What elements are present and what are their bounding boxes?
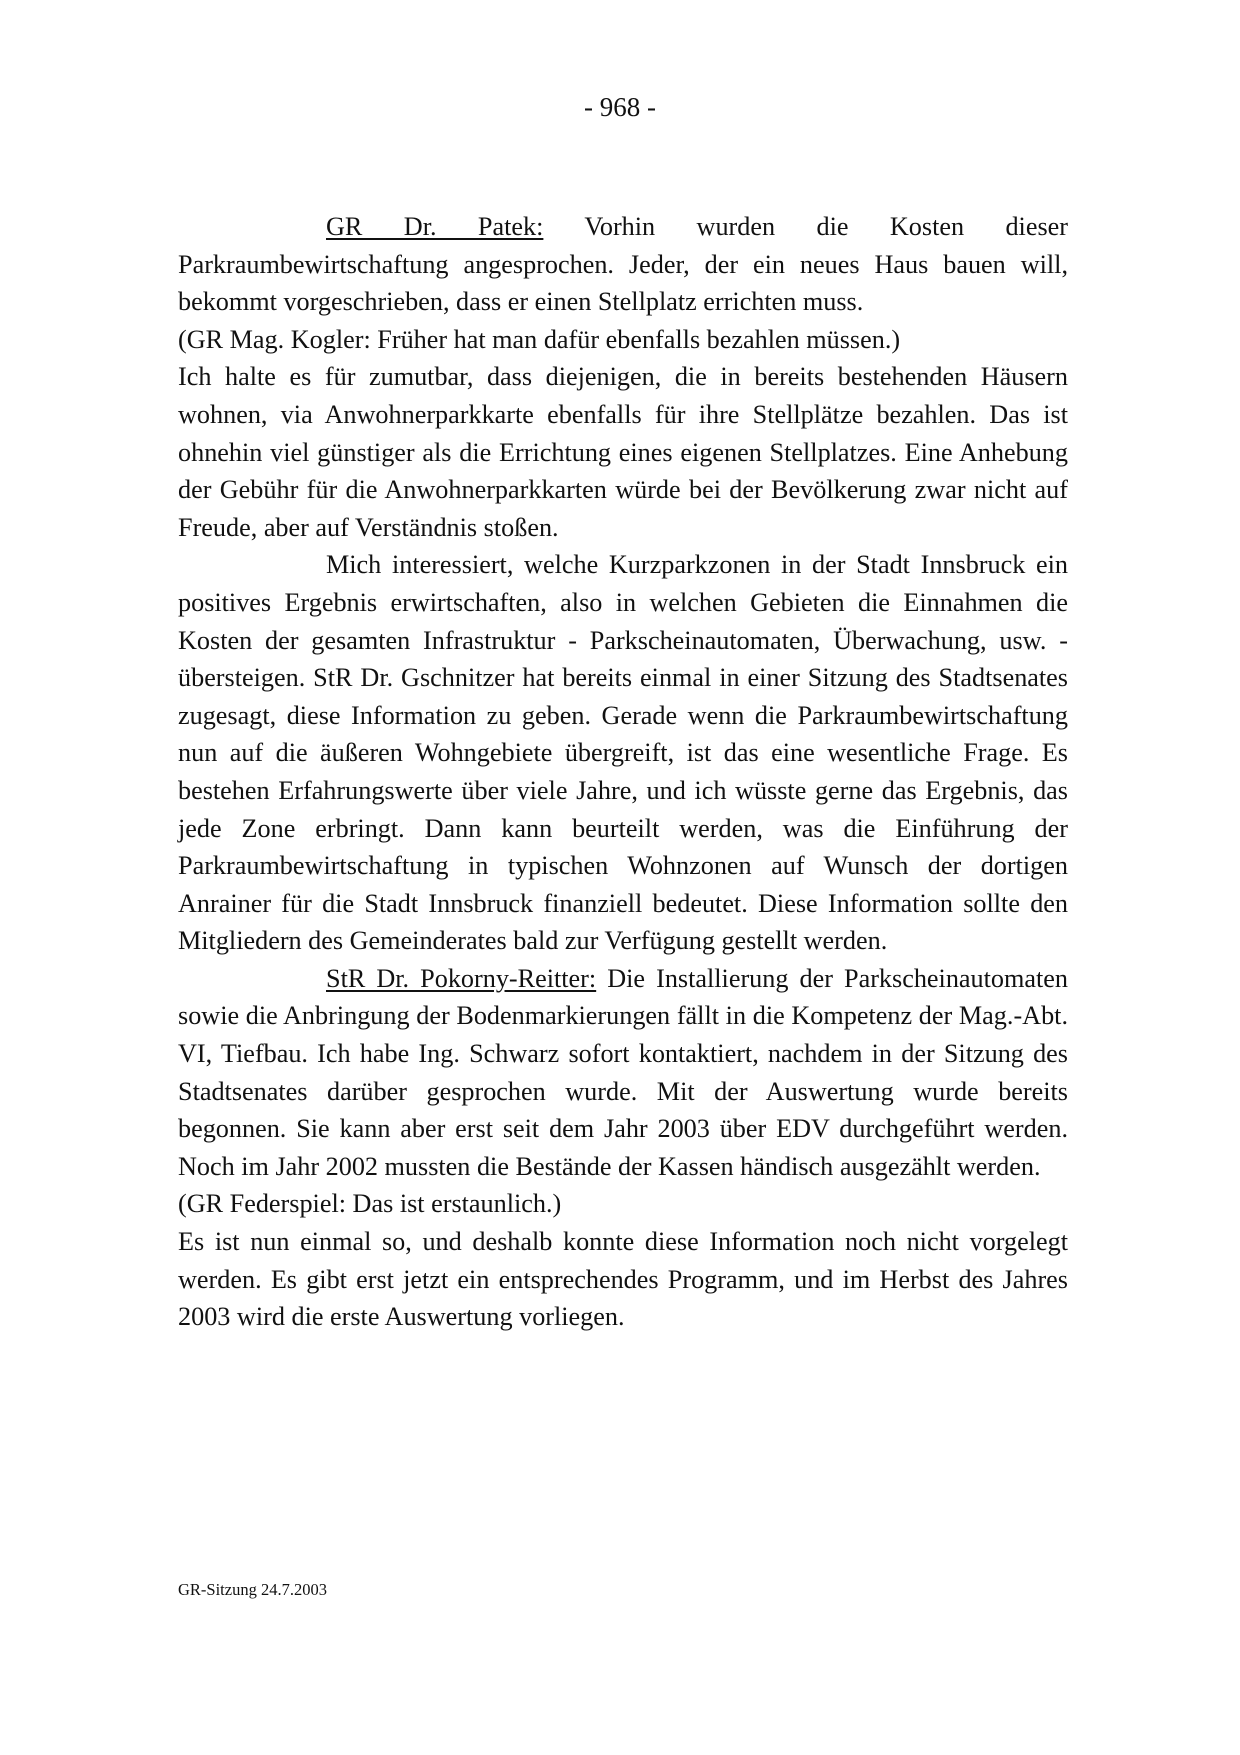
interjection-kogler: (GR Mag. Kogler: Früher hat man dafür ebenfalls bezahlen müssen.) <box>178 324 901 354</box>
interjection-federspiel: (GR Federspiel: Das ist erstaunlich.) <box>178 1189 562 1219</box>
paragraph-text: Vorhin wurden die Kosten dieser Parkraumbewirtschaftung angesprochen. Jeder, der ein neues Haus bauen will, bekommt vorgeschrieben, dass er einen Stellplatz errichten muss. <box>178 212 1068 317</box>
paragraph-patek-continued: Ich halte es für zumutbar, dass diejenigen, die in bereits bestehenden Häusern wohnen, via Anwohnerparkkarte ebenfalls für ihre Stellplätze bezahlen. Das ist ohnehin viel günstiger als die Errichtung eines eigenen Stellplatzes. Eine Anhebung der Gebühr für die Anwohnerparkkarten würde bei der Bevölkerung zwar nicht auf Freude, aber auf Verständnis stoßen. <box>178 362 1068 542</box>
paragraph-patek <box>178 208 1068 321</box>
paragraph-pokorny-reitter <box>178 960 1068 1186</box>
speaker-name: StR Dr. Pokorny-Reitter: <box>326 963 597 993</box>
speaker-name: GR Dr. Patek: <box>326 212 544 241</box>
paragraph-text: Die Installierung der Parkscheinautomaten sowie die Anbringung der Bodenmarkierungen fällt in die Kompetenz der Mag.-Abt. VI, Tiefbau. Ich habe Ing. Schwarz sofort kontaktiert, nachdem in der Sitzung des Stadtsenates darüber gesprochen wurde. Mit der Auswertung wurde bereits begonnen. Sie kann aber erst seit dem Jahr 2003 über EDV durchgeführt werden. Noch im Jahr 2002 mussten die Bestände der Kassen händisch ausgezählt werden. <box>178 963 1068 1181</box>
footer-session-date: GR-Sitzung 24.7.2003 <box>178 1580 327 1599</box>
paragraph-pokorny-reitter-continued: Es ist nun einmal so, und deshalb konnte diese Information noch nicht vorgelegt werden. Es gibt erst jetzt ein entsprechendes Programm, und im Herbst des Jahres 2003 wird die erste Auswertung vorliegen. <box>178 1227 1068 1332</box>
page-number: - 968 - <box>584 92 656 122</box>
document-body <box>178 208 1068 1336</box>
paragraph-patek-question: Mich interessiert, welche Kurzparkzonen in der Stadt Innsbruck ein positives Ergebnis erwirtschaften, also in welchen Gebieten die Einnahmen die Kosten der gesamten Infrastruktur - Parkscheinautomaten, Überwachung, usw. - übersteigen. StR Dr. Gschnitzer hat bereits einmal in einer Sitzung des Stadtsenates zugesagt, diese Information zu geben. Gerade wenn die Parkraumbewirtschaftung nun auf die äußeren Wohngebiete übergreift, ist das eine wesentliche Frage. Es bestehen Erfahrungswerte über viele Jahre, und ich wüsste gerne das Ergebnis, das jede Zone erbringt. Dann kann beurteilt werden, was die Einführung der Parkraumbewirtschaftung in typischen Wohnzonen auf Wunsch der dortigen Anrainer für die Stadt Innsbruck finanziell bedeutet. Diese Information sollte den Mitgliedern des Gemeinderates bald zur Verfügung gestellt werden. <box>178 550 1068 956</box>
